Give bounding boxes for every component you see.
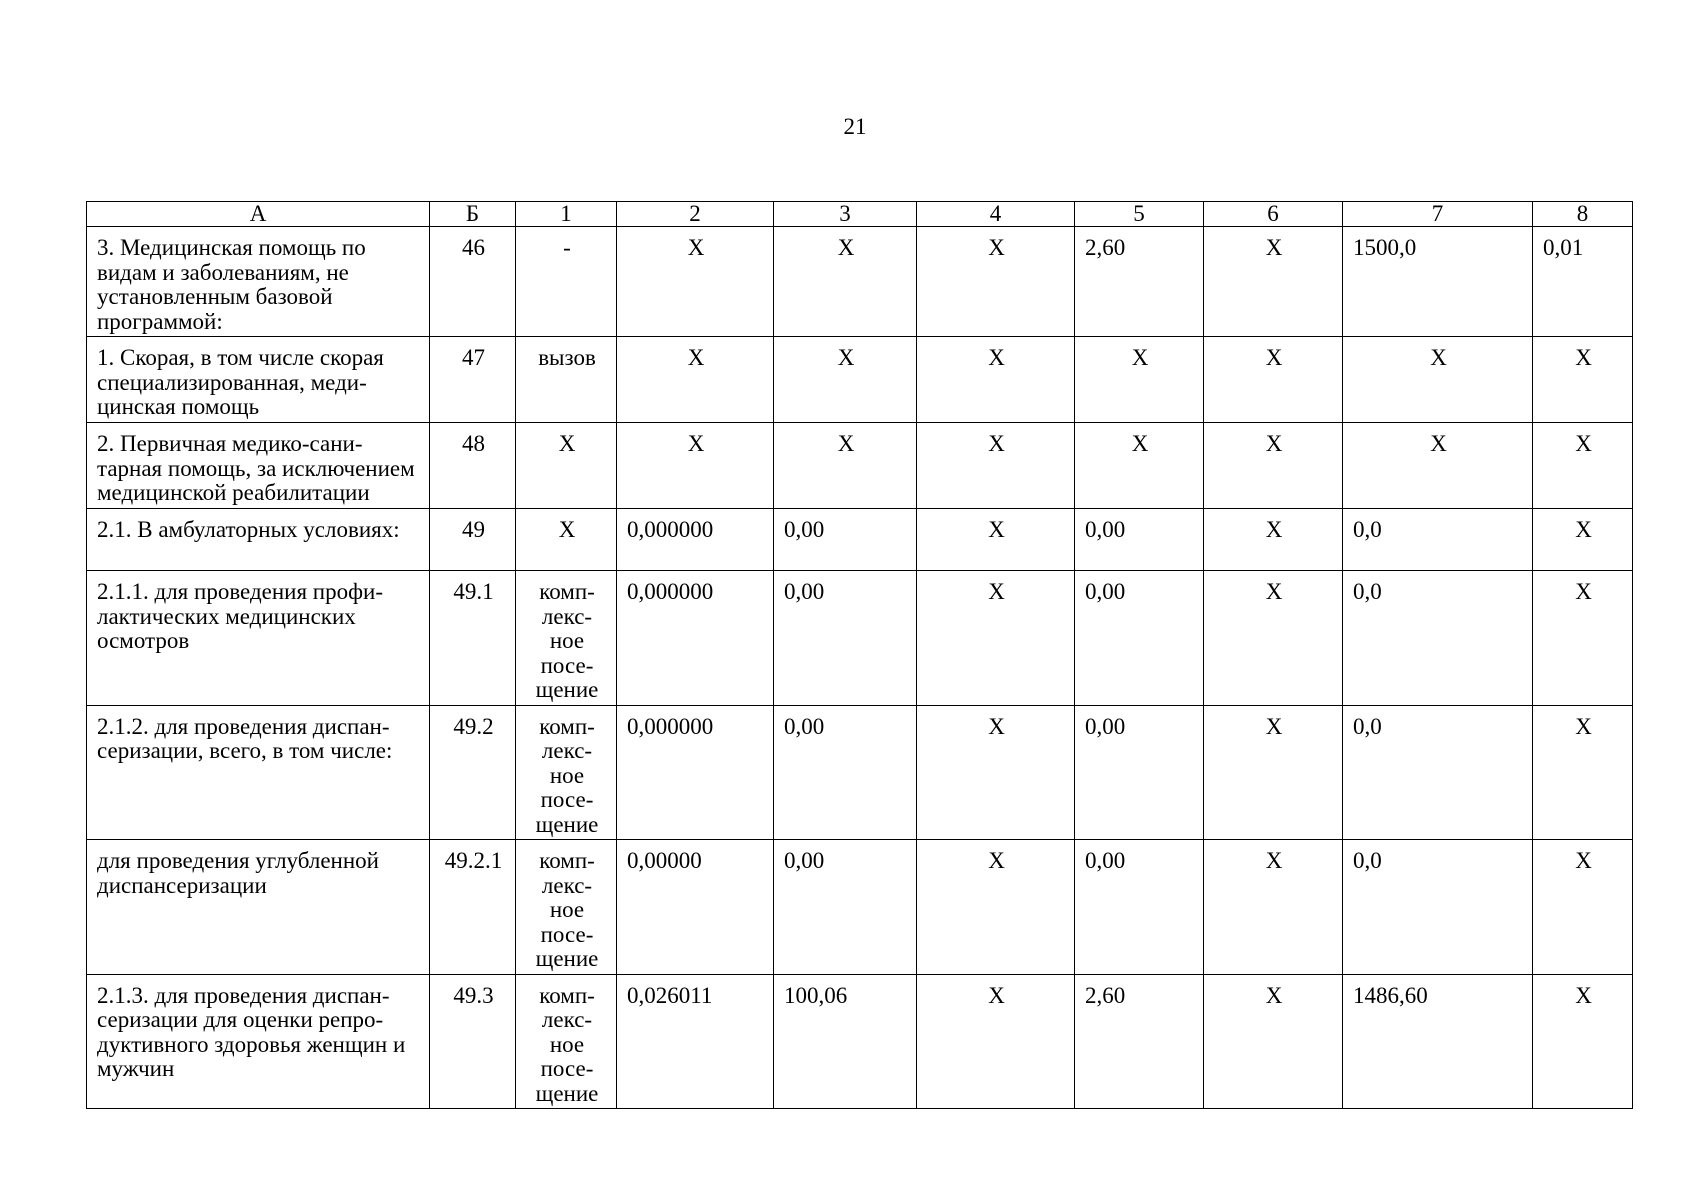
cell-col-3: Х <box>774 337 917 423</box>
page-number: 21 <box>843 114 867 139</box>
cell-col-6: Х <box>1204 571 1343 706</box>
row-unit: вызов <box>516 337 617 423</box>
cell-col-2: 0,000000 <box>617 509 774 571</box>
cell-col-8: Х <box>1533 337 1633 423</box>
row-code: 49.3 <box>430 974 516 1109</box>
cell-col-4: Х <box>917 423 1075 509</box>
cell-col-6: Х <box>1204 227 1343 337</box>
table-row <box>87 840 1633 975</box>
data-table <box>86 201 1633 1109</box>
cell-col-3: 0,00 <box>774 509 917 571</box>
cell-col-5: 0,00 <box>1075 705 1204 840</box>
row-code: 48 <box>430 423 516 509</box>
table-row <box>87 571 1633 706</box>
cell-col-6: Х <box>1204 423 1343 509</box>
cell-col-8: Х <box>1533 705 1633 840</box>
cell-col-8: 0,01 <box>1533 227 1633 337</box>
row-unit: - <box>516 227 617 337</box>
row-code: 49.2 <box>430 705 516 840</box>
table-row <box>87 974 1633 1109</box>
row-unit: комп-лекс-ное посе-щение <box>516 840 617 975</box>
row-unit: Х <box>516 509 617 571</box>
table-row <box>87 705 1633 840</box>
column-header: 5 <box>1075 202 1204 227</box>
row-name: 2.1.1. для проведения профи-лактических медицинских осмотров <box>87 571 430 706</box>
table-row <box>87 337 1633 423</box>
row-unit: комп-лекс-ное посе-щение <box>516 705 617 840</box>
cell-col-2: 0,00000 <box>617 840 774 975</box>
cell-col-7: 1500,0 <box>1343 227 1533 337</box>
row-code: 49 <box>430 509 516 571</box>
cell-col-7: 0,0 <box>1343 705 1533 840</box>
row-name: 2.1.3. для проведения диспан-серизации для оценки репро-дуктивного здоровья женщин и мужчин <box>87 974 430 1109</box>
row-code: 49.2.1 <box>430 840 516 975</box>
cell-col-7: 1486,60 <box>1343 974 1533 1109</box>
cell-col-6: Х <box>1204 974 1343 1109</box>
cell-col-5: 0,00 <box>1075 840 1204 975</box>
row-name: для проведения углубленной диспансеризации <box>87 840 430 975</box>
cell-col-5: 0,00 <box>1075 509 1204 571</box>
cell-col-4: Х <box>917 974 1075 1109</box>
cell-col-7: 0,0 <box>1343 840 1533 975</box>
cell-col-7: Х <box>1343 337 1533 423</box>
cell-col-8: Х <box>1533 423 1633 509</box>
cell-col-4: Х <box>917 227 1075 337</box>
row-name: 2. Первичная медико-сани-тарная помощь, за исключением медицинской реабилитации <box>87 423 430 509</box>
cell-col-2: 0,000000 <box>617 705 774 840</box>
row-unit: Х <box>516 423 617 509</box>
row-code: 47 <box>430 337 516 423</box>
column-header: 7 <box>1343 202 1533 227</box>
cell-col-7: Х <box>1343 423 1533 509</box>
row-unit: комп-лекс-ное посе-щение <box>516 571 617 706</box>
header-row <box>87 202 1633 227</box>
cell-col-3: Х <box>774 423 917 509</box>
column-header: 1 <box>516 202 617 227</box>
cell-col-5: Х <box>1075 337 1204 423</box>
row-name: 3. Медицинская помощь по видам и заболеваниям, не установленным базовой программой: <box>87 227 430 337</box>
cell-col-2: Х <box>617 337 774 423</box>
column-header: 8 <box>1533 202 1633 227</box>
cell-col-2: 0,026011 <box>617 974 774 1109</box>
cell-col-5: Х <box>1075 423 1204 509</box>
cell-col-8: Х <box>1533 840 1633 975</box>
cell-col-8: Х <box>1533 509 1633 571</box>
cell-col-2: 0,000000 <box>617 571 774 706</box>
cell-col-4: Х <box>917 337 1075 423</box>
cell-col-2: Х <box>617 227 774 337</box>
cell-col-8: Х <box>1533 571 1633 706</box>
column-header: А <box>87 202 430 227</box>
column-header: 3 <box>774 202 917 227</box>
column-header: 2 <box>617 202 774 227</box>
cell-col-4: Х <box>917 840 1075 975</box>
column-header: 6 <box>1204 202 1343 227</box>
cell-col-5: 0,00 <box>1075 571 1204 706</box>
cell-col-7: 0,0 <box>1343 509 1533 571</box>
cell-col-6: Х <box>1204 840 1343 975</box>
cell-col-2: Х <box>617 423 774 509</box>
column-header: 4 <box>917 202 1075 227</box>
row-name: 2.1.2. для проведения диспан-серизации, всего, в том числе: <box>87 705 430 840</box>
table-row <box>87 227 1633 337</box>
cell-col-6: Х <box>1204 337 1343 423</box>
row-name: 1. Скорая, в том числе скорая специализированная, меди-цинская помощь <box>87 337 430 423</box>
row-name: 2.1. В амбулаторных условиях: <box>87 509 430 571</box>
cell-col-4: Х <box>917 571 1075 706</box>
cell-col-3: 100,06 <box>774 974 917 1109</box>
cell-col-3: 0,00 <box>774 705 917 840</box>
cell-col-4: Х <box>917 705 1075 840</box>
row-code: 49.1 <box>430 571 516 706</box>
cell-col-8: Х <box>1533 974 1633 1109</box>
cell-col-6: Х <box>1204 509 1343 571</box>
cell-col-4: Х <box>917 509 1075 571</box>
row-unit: комп-лекс-ное посе-щение <box>516 974 617 1109</box>
cell-col-7: 0,0 <box>1343 571 1533 706</box>
cell-col-3: 0,00 <box>774 571 917 706</box>
cell-col-5: 2,60 <box>1075 227 1204 337</box>
table-row <box>87 509 1633 571</box>
column-header: Б <box>430 202 516 227</box>
cell-col-6: Х <box>1204 705 1343 840</box>
cell-col-5: 2,60 <box>1075 974 1204 1109</box>
row-code: 46 <box>430 227 516 337</box>
cell-col-3: 0,00 <box>774 840 917 975</box>
table-row <box>87 423 1633 509</box>
cell-col-3: Х <box>774 227 917 337</box>
